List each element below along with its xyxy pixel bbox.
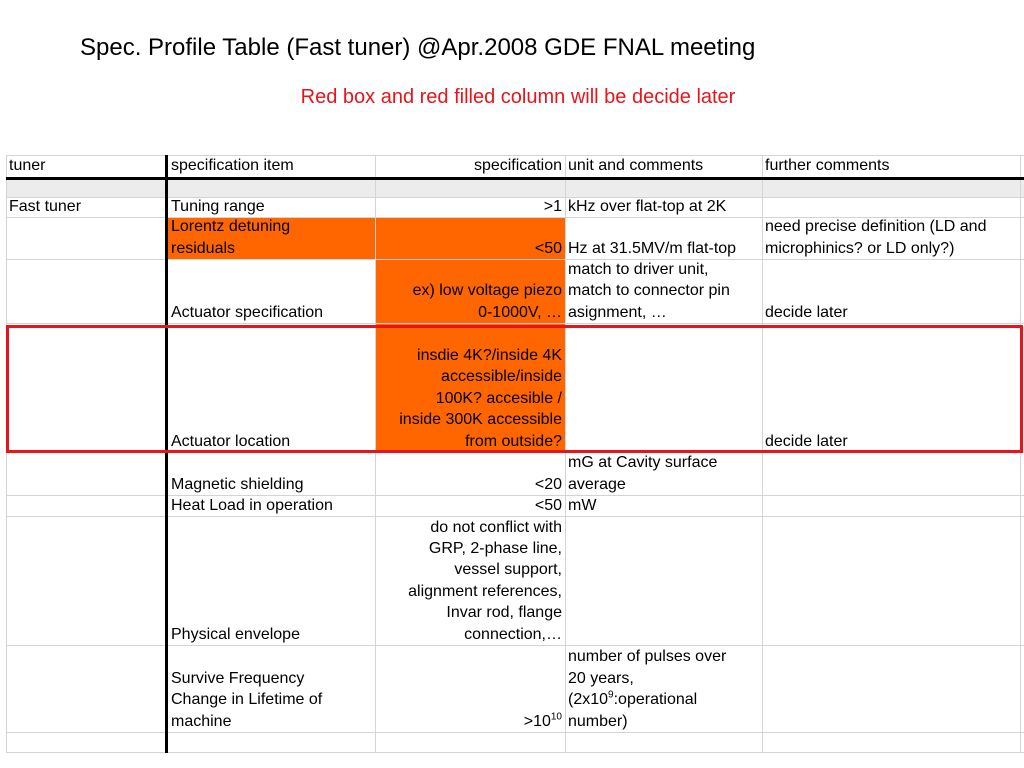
- table-cell-unit: Hz at 31.5MV/m flat-top: [568, 239, 737, 257]
- header-specification-item: specification item: [171, 157, 294, 175]
- table-cell-unit: number of pulses over 20 years, ($2x10^9:operational$ number): [568, 648, 727, 730]
- spec-table: [6, 155, 1024, 753]
- spec-text: $>10^{10}$: [523, 711, 562, 730]
- page-title: Spec. Profile Table (Fast tuner) @Apr.2008 GDE FNAL meeting: [80, 34, 756, 61]
- table-cell-further: need precise definition (LD and microphinics? or LD only?): [765, 218, 987, 257]
- table-cell-further: decide later: [765, 432, 848, 450]
- table-cell-item: Survive Frequency Change in Lifetime of machine: [171, 669, 323, 730]
- header-tuner: tuner: [9, 157, 46, 175]
- table-cell-item: Magnetic shielding: [171, 475, 304, 493]
- table-cell-unit: match to driver unit, match to connector pin asignment, …: [568, 260, 730, 321]
- table-cell-item: Lorentz detuning residuals: [171, 218, 291, 257]
- table-cell-spec: <20: [534, 475, 562, 493]
- header-unit-and-comments: unit and comments: [568, 157, 704, 175]
- table-cell-spec: insdie 4K?/inside 4K accessible/inside 100K? accesible / inside 300K accessible from outside?: [399, 346, 562, 450]
- table-cell-spec: <50: [534, 496, 562, 514]
- table-cell-unit: mW: [568, 496, 597, 514]
- table-cell-spec: [375, 645, 565, 732]
- table-cell-spec: ex) low voltage piezo 0-1000V, …: [412, 282, 562, 321]
- table-cell-unit: mG at Cavity surface average: [568, 454, 718, 493]
- header-further-comments: further comments: [765, 157, 890, 175]
- table-cell-item: Physical envelope: [171, 625, 300, 643]
- table-cell-item: Actuator specification: [171, 303, 324, 321]
- table-cell-spec: <50: [534, 239, 562, 257]
- table-cell-item: Actuator location: [171, 432, 291, 450]
- table-cell-item: Tuning range: [171, 197, 265, 215]
- table-cell-spec: >1: [543, 197, 562, 215]
- page-subtitle: Red box and red filled column will be decide later: [300, 86, 736, 108]
- table-cell-item: Heat Load in operation: [171, 496, 333, 514]
- red-highlight-box: [6, 325, 1023, 453]
- table-cell-tuner: Fast tuner: [9, 197, 82, 215]
- table-cell-spec: do not conflict with GRP, 2-phase line, vessel support, alignment references, Invar rod, flange connection,…: [408, 518, 562, 643]
- header-specification: specification: [473, 157, 562, 175]
- table-cell-unit: kHz over flat-top at 2K: [568, 197, 727, 215]
- table-cell-further: decide later: [765, 303, 848, 321]
- separator-band: [6, 180, 1024, 197]
